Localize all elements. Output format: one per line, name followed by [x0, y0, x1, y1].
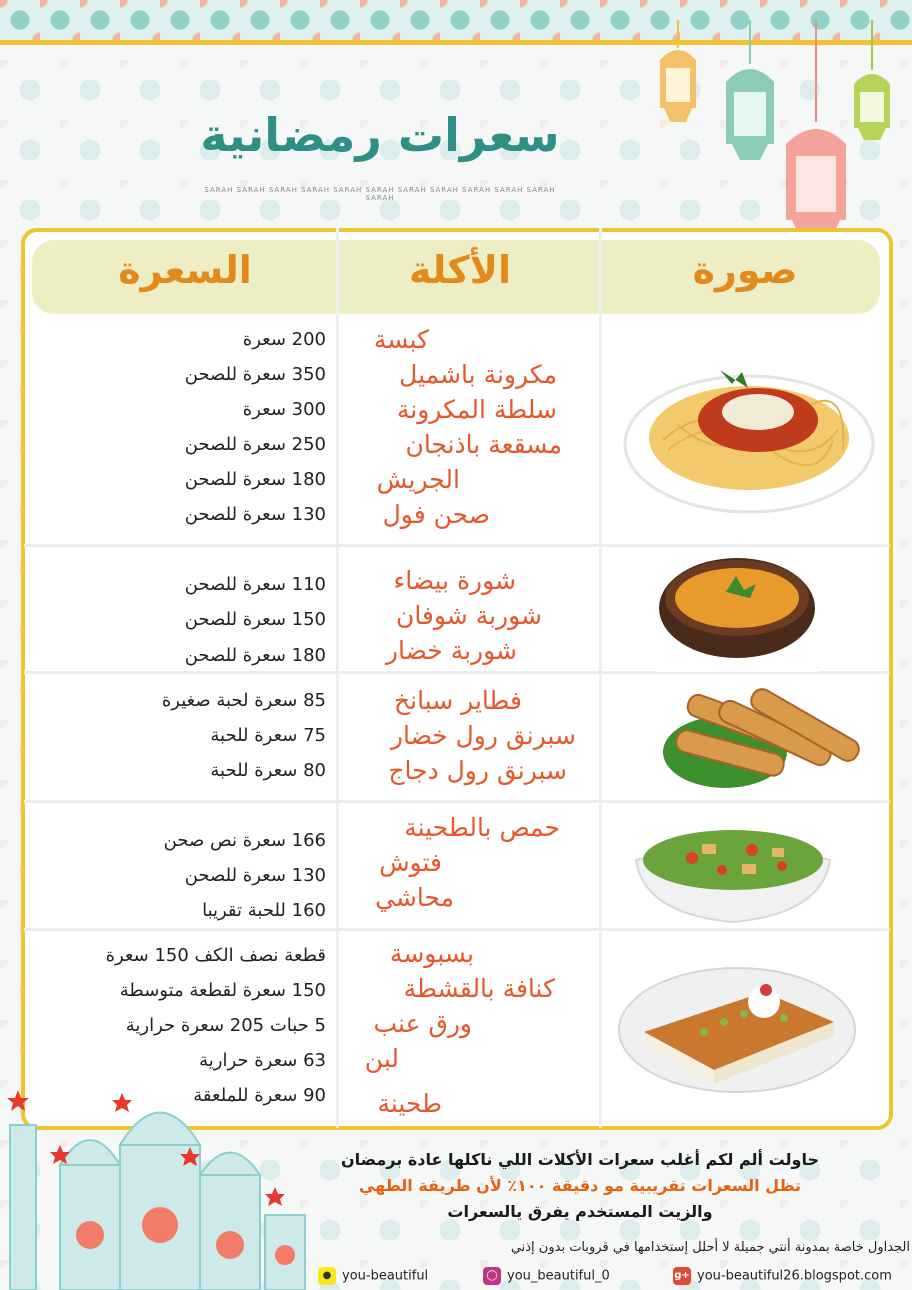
- calorie-value: 350 سعرة للصحن: [184, 364, 326, 385]
- food-photo: [656, 548, 818, 672]
- header-calories: السعرة: [118, 248, 252, 292]
- calorie-value: 75 سعرة للحبة: [210, 725, 326, 746]
- header-image: صورة: [692, 248, 798, 292]
- instagram-icon: ◯: [483, 1267, 501, 1285]
- food-photo: [614, 952, 860, 1100]
- food-item: كبسة: [373, 325, 429, 354]
- header-food: الأكلة: [409, 248, 511, 292]
- calorie-value: 300 سعرة: [242, 399, 326, 420]
- food-item: سلطة المكرونة: [396, 395, 557, 424]
- instagram-handle[interactable]: [483, 1267, 610, 1285]
- calorie-value: 160 للحبة تقريبا: [202, 900, 326, 921]
- food-item: مسقعة باذنجان: [405, 430, 562, 459]
- food-item: محاشي: [375, 883, 454, 912]
- calorie-value: 5 حبات 205 سعرة حرارية: [125, 1015, 326, 1036]
- calorie-value: 150 سعرة للصحن: [184, 609, 326, 630]
- lantern-icon: [854, 20, 890, 140]
- calorie-value: 90 سعرة للملعقة: [193, 1085, 326, 1106]
- calorie-value: 150 سعرة لقطعة متوسطة: [119, 980, 326, 1001]
- calorie-value: قطعة نصف الكف 150 سعرة: [105, 945, 326, 966]
- footer-line-3: والزيت المستخدم يفرق يالسعرات: [447, 1202, 713, 1221]
- calorie-value: 130 سعرة للصحن: [184, 504, 326, 525]
- food-item: شورة بيضاء: [393, 566, 516, 595]
- food-item: حمص بالطحينة: [404, 813, 560, 842]
- food-item: صحن فول: [382, 500, 490, 529]
- calorie-value: 250 سعرة للصحن: [184, 434, 326, 455]
- calorie-value: 63 سعرة حرارية: [199, 1050, 326, 1071]
- calorie-value: 166 سعرة نص صحن: [163, 830, 326, 851]
- row-divider: [24, 800, 890, 803]
- snapchat-icon: ●: [318, 1267, 336, 1285]
- food-item: الجريش: [376, 465, 460, 494]
- food-photo: [632, 814, 834, 928]
- row-divider: [24, 928, 890, 931]
- column-divider: [336, 228, 339, 1128]
- row-divider: [24, 544, 890, 547]
- blog-label: you-beautiful26.blogspot.com: [697, 1268, 892, 1284]
- food-item: فطاير سبانخ: [394, 686, 522, 715]
- ramadan-lanterns: [640, 20, 912, 260]
- food-item: لبن: [364, 1044, 399, 1073]
- column-divider: [599, 228, 602, 1128]
- calorie-value: 85 سعرة لحبة صغيرة: [161, 690, 326, 711]
- calorie-value: 80 سعرة للحبة: [210, 760, 326, 781]
- food-item: شوربة خضار: [385, 636, 517, 665]
- instagram-label: you_beautiful_0: [507, 1268, 610, 1284]
- watermark-text: SARAH SARAH SARAH SARAH SARAH SARAH SARAH SARAH SARAH SARAH SARAH SARAH: [204, 186, 556, 202]
- food-item: فتوش: [379, 848, 442, 877]
- food-item: ورق عنب: [373, 1009, 472, 1038]
- calorie-value: 200 سعرة: [242, 329, 326, 350]
- food-item: شوربة شوفان: [395, 601, 542, 630]
- food-item: بسبوسة: [389, 939, 474, 968]
- calorie-value: 180 سعرة للصحن: [184, 469, 326, 490]
- lantern-icon: [660, 20, 696, 122]
- footer-note: الجداول خاصة بمدونة أنتي جميلة لا أحلل إستخدامها في قروبات بدون إذني: [510, 1240, 910, 1255]
- food-item: سبرنق رول خضار: [390, 721, 576, 750]
- food-item: طحينة: [377, 1089, 442, 1118]
- food-item: كنافة بالقشطة: [403, 974, 555, 1003]
- food-item: مكرونة باشميل: [399, 360, 557, 389]
- calorie-value: 180 سعرة للصحن: [184, 645, 326, 666]
- calorie-value: 110 سعرة للصحن: [184, 574, 326, 595]
- google-plus-icon: g+: [673, 1267, 691, 1285]
- food-photo: [618, 340, 880, 528]
- lantern-icon: [726, 20, 774, 160]
- page-title: سعرات رمضانية: [200, 108, 560, 162]
- mosque-skyline-decoration: [0, 1085, 320, 1290]
- footer-line-2: تظل السعرات تقريبية مو دقيقة ١٠٠٪ لأن طريقة الطهي: [358, 1176, 802, 1195]
- snapchat-label: you-beautiful: [342, 1268, 429, 1284]
- lantern-icon: [786, 20, 846, 242]
- calorie-value: 130 سعرة للصحن: [184, 865, 326, 886]
- snapchat-handle[interactable]: [318, 1267, 428, 1285]
- food-photo: [655, 682, 887, 800]
- food-item: سبرنق رول دجاج: [388, 756, 567, 785]
- footer-line-1: حاولت ألم لكم أغلب سعرات الأكلات اللي ناكلها عادة برمضان: [340, 1150, 820, 1169]
- blog-link[interactable]: [673, 1267, 892, 1285]
